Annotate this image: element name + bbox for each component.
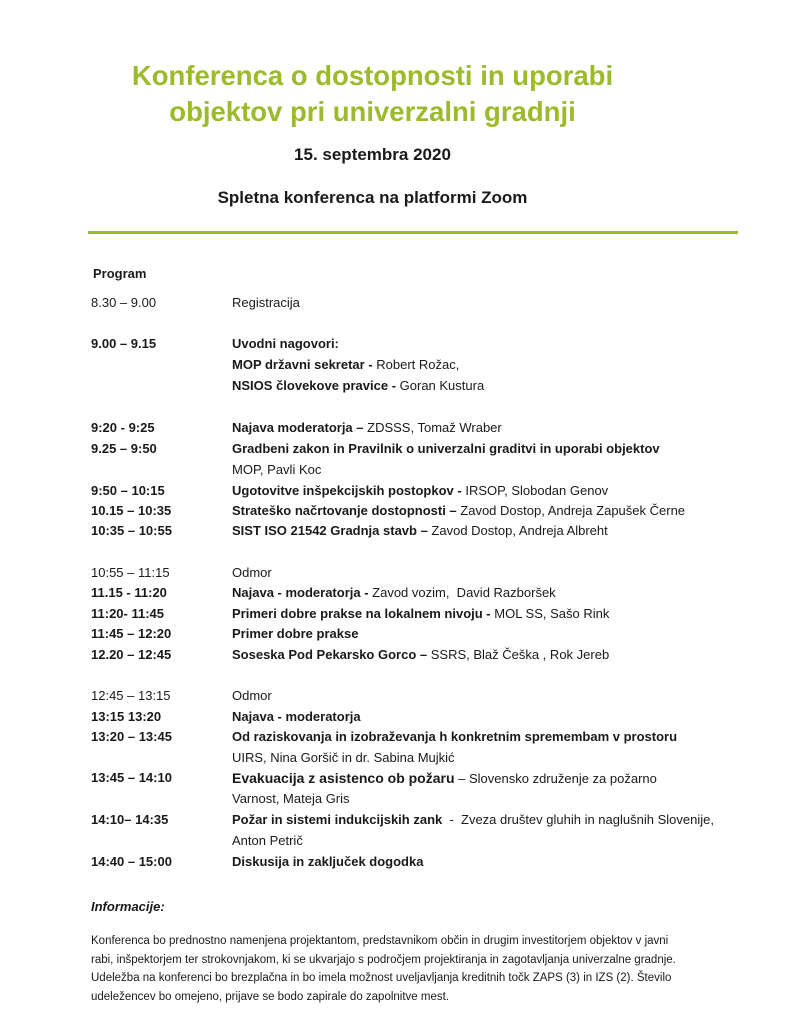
program-item-speaker: Anton Petrič (232, 833, 303, 848)
program-time: 9.00 – 9.15 (91, 336, 157, 351)
program-item (232, 770, 657, 786)
program-row (0, 462, 785, 482)
program-item-title: MOP državni sekretar - (232, 357, 373, 372)
program-time: 12.20 – 12:45 (91, 647, 172, 662)
program-item-speaker: MOP, Pavli Koc (232, 462, 322, 477)
program-item-title: Soseska Pod Pekarsko Gorco – (232, 647, 428, 662)
program-item-speaker: Odmor (232, 688, 272, 703)
program-row (0, 336, 785, 356)
program-item (232, 336, 339, 351)
program-row (0, 791, 785, 811)
program-item-title: Požar in sistemi indukcijskih zank (232, 812, 443, 827)
program-time: 13:15 13:20 (91, 709, 162, 724)
program-row (0, 606, 785, 626)
program-item (232, 378, 484, 393)
program-item-title: Primer dobre prakse (232, 626, 359, 641)
program-item (232, 357, 459, 372)
program-item (232, 854, 423, 869)
program-item (232, 523, 608, 538)
program-row (0, 729, 785, 749)
program-item (232, 483, 608, 498)
program-item (232, 606, 609, 621)
program-item (232, 503, 685, 518)
program-item (232, 295, 300, 310)
program-row (0, 565, 785, 585)
program-time: 13:20 – 13:45 (91, 729, 172, 744)
program-item (232, 462, 321, 477)
program-row (0, 626, 785, 646)
program-row (0, 378, 785, 398)
program-time: 9:50 – 10:15 (91, 483, 165, 498)
program-item (232, 812, 714, 827)
program-item (232, 750, 455, 765)
program-row (0, 483, 785, 503)
title-line-2: objektov pri univerzalni gradnji (169, 96, 576, 127)
program-row (0, 812, 785, 832)
program-item-speaker: SSRS, Blaž Češka , Rok Jereb (427, 647, 610, 662)
program-row (0, 585, 785, 605)
program-item-speaker: Zavod Dostop, Andreja Zapušek Černe (456, 503, 686, 518)
program-item-speaker: IRSOP, Slobodan Genov (461, 483, 609, 498)
program-item-title: NSIOS človekove pravice - (232, 378, 397, 393)
info-line: rabi, inšpektorjem ter strokovnjakom, ki se ukvarjajo s področjem projektiranja in zagotavljanja univerzalne gradnje. (91, 953, 676, 966)
program-time: 8.30 – 9.00 (91, 295, 157, 310)
program-item-title: Evakuacija z asistenco ob požaru (232, 770, 455, 786)
program-row (0, 647, 785, 667)
program-item-speaker: Robert Rožac, (372, 357, 460, 372)
program-item (232, 441, 660, 456)
info-paragraph (91, 932, 731, 1006)
program-row (0, 709, 785, 729)
program-item (232, 420, 502, 435)
program-item-speaker: MOL SS, Sašo Rink (490, 606, 610, 621)
program-time: 9:20 - 9:25 (91, 420, 155, 435)
program-row (0, 854, 785, 874)
program-item-speaker: Varnost, Mateja Gris (232, 791, 350, 806)
program-item (232, 626, 358, 641)
program-item-speaker: Zavod Dostop, Andreja Albreht (427, 523, 608, 538)
program-item-speaker: Goran Kustura (396, 378, 485, 393)
program-time: 13:45 – 14:10 (91, 770, 172, 785)
program-item-title: Strateško načrtovanje dostopnosti – (232, 503, 457, 518)
program-row (0, 750, 785, 770)
program-row (0, 833, 785, 853)
program-row (0, 523, 785, 543)
program-row (0, 441, 785, 461)
program-row (0, 357, 785, 377)
program-item (232, 833, 303, 848)
program-heading: Program (93, 266, 147, 281)
info-line: udeležencev bo omejeno, prijave se bodo zapirale do zapolnitve mest. (91, 990, 449, 1003)
program-item-title: Uvodni nagovori: (232, 336, 339, 351)
program-item (232, 709, 361, 724)
program-item (232, 585, 556, 600)
program-row (0, 688, 785, 708)
program-item-title: SIST ISO 21542 Gradnja stavb – (232, 523, 428, 538)
info-line: Konferenca bo prednostno namenjena projektantom, predstavnikom občin in drugim investitorjem objektov v javni (91, 935, 669, 947)
program-time: 10.15 – 10:35 (91, 503, 172, 518)
program-time: 11.15 - 11:20 (91, 585, 167, 600)
program-row (0, 503, 785, 523)
program-time: 11:20- 11:45 (91, 606, 165, 621)
program-item-speaker: Odmor (232, 565, 272, 580)
program-row (0, 420, 785, 440)
program-time: 9.25 – 9:50 (91, 441, 157, 456)
program-item (232, 729, 677, 744)
program-item (232, 791, 350, 806)
info-heading: Informacije: (91, 899, 165, 914)
program-item-title: Od raziskovanja in izobraževanja h konkretnim spremembam v prostoru (232, 729, 678, 744)
program-item-speaker: Zavod vozim, David Razboršek (368, 585, 556, 600)
program-time: 10:35 – 10:55 (91, 523, 172, 538)
info-line: Udeležba na konferenci bo brezplačna in bo imela možnost uveljavljanja kreditnih točk ZAPS (3) in IZS (2). Število (91, 972, 672, 984)
divider (88, 231, 738, 234)
program-item-title: Ugotovitve inšpekcijskih postopkov - (232, 483, 462, 498)
program-time: 14:10– 14:35 (91, 812, 169, 827)
program-time: 10:55 – 11:15 (91, 565, 170, 580)
program-item-speaker: ZDSSS, Tomaž Wraber (363, 420, 502, 435)
program-item-speaker: UIRS, Nina Goršič in dr. Sabina Mujkić (232, 750, 455, 765)
program-item-title: Primeri dobre prakse na lokalnem nivoju - (232, 606, 491, 621)
program-row (0, 295, 785, 315)
program-item-title: Najava moderatorja – (232, 420, 364, 435)
program-row (0, 770, 785, 790)
program-item (232, 647, 609, 662)
program-item-title: Najava - moderatorja (232, 709, 361, 724)
program-item (232, 565, 272, 580)
event-venue: Spletna konferenca na platformi Zoom (217, 188, 528, 207)
program-item (232, 688, 272, 703)
program-time: 14:40 – 15:00 (91, 854, 172, 869)
program-item-speaker: – Slovensko združenje za požarno (454, 771, 657, 786)
program-item-title: Najava - moderatorja - (232, 585, 369, 600)
program-time: 12:45 – 13:15 (91, 688, 171, 703)
program-time: 11:45 – 12:20 (91, 626, 172, 641)
program-item-speaker: Registracija (232, 295, 300, 310)
program-item-speaker: - Zveza društev gluhih in naglušnih Slovenije, (442, 812, 714, 827)
title-line-1: Konferenca o dostopnosti in uporabi (131, 60, 614, 91)
program-item-title: Diskusija in zaključek dogodka (232, 854, 424, 869)
event-date: 15. septembra 2020 (294, 145, 451, 164)
program-item-title: Gradbeni zakon in Pravilnik o univerzalni graditvi in uporabi objektov (232, 441, 660, 456)
